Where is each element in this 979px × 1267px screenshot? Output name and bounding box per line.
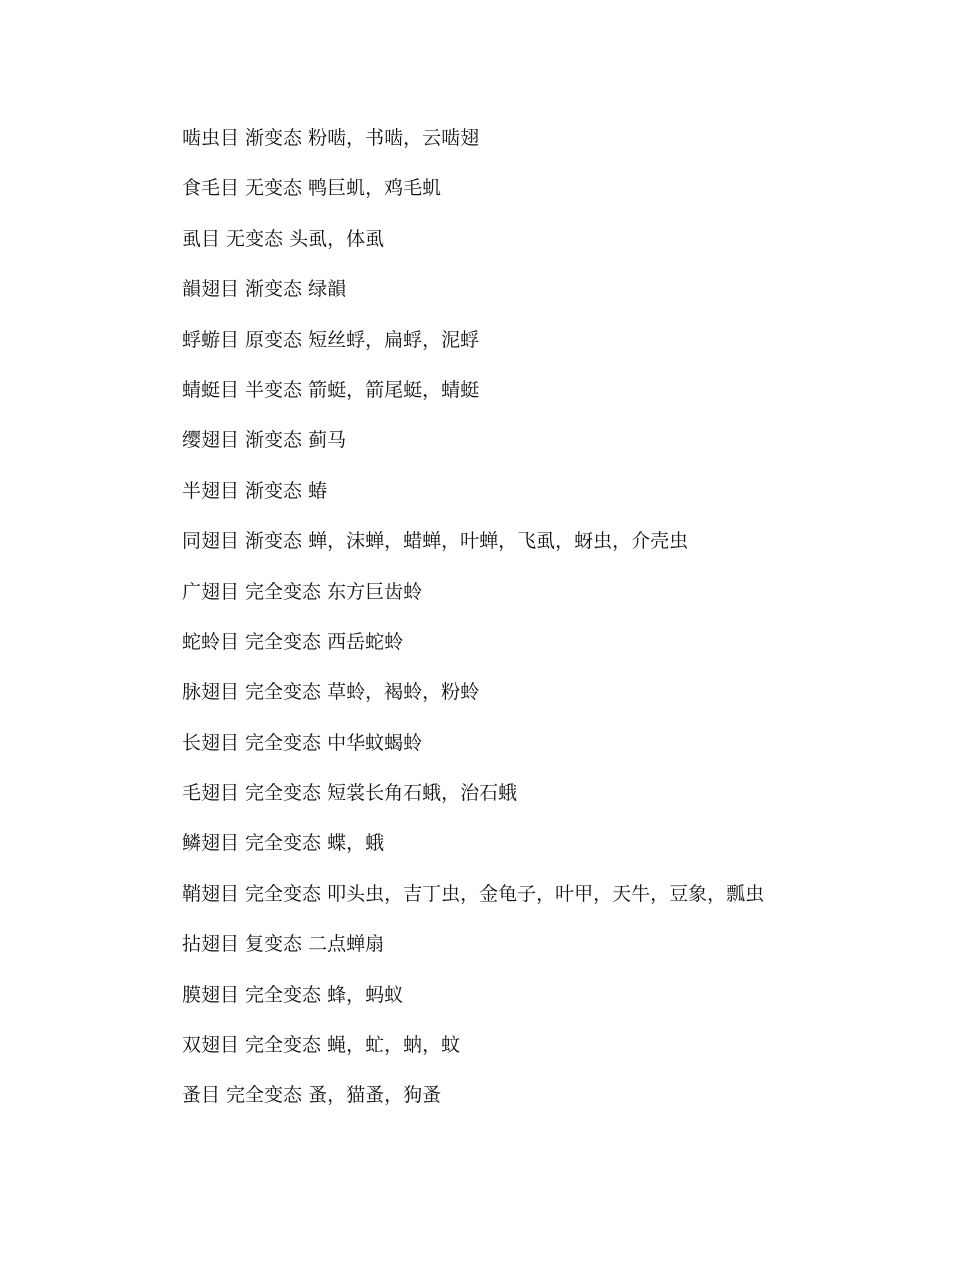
list-item: 蜻蜓目 半变态 箭蜓，箭尾蜓，蜻蜓 (182, 378, 480, 401)
list-item: 同翅目 渐变态 蝉，沫蝉，蜡蝉，叶蝉，飞虱，蚜虫，介壳虫 (182, 530, 689, 553)
list-item: 缨翅目 渐变态 蓟马 (182, 429, 347, 452)
list-item: 鞘翅目 完全变态 叩头虫，吉丁虫，金龟子，叶甲，天牛，豆象，瓢虫 (182, 882, 765, 905)
list-item: 半翅目 渐变态 蝽 (182, 479, 328, 502)
list-item: 拈翅目 复变态 二点蝉扇 (182, 933, 385, 956)
insect-order-list (182, 124, 942, 1132)
list-item: 双翅目 完全变态 蝇，虻，蚋，蚊 (182, 1034, 461, 1057)
list-item: 广翅目 完全变态 东方巨齿蛉 (182, 580, 423, 603)
list-item: 膜翅目 完全变态 蜂，蚂蚁 (182, 983, 404, 1006)
list-item: 蚤目 完全变态 蚤，猫蚤，狗蚤 (182, 1084, 442, 1107)
list-item: 食毛目 无变态 鸭巨虮，鸡毛虮 (182, 177, 442, 200)
list-item: 鳞翅目 完全变态 蝶，蛾 (182, 832, 385, 855)
list-item: 蛇蛉目 完全变态 西岳蛇蛉 (182, 630, 404, 653)
list-item: 长翅目 完全变态 中华蚊蝎蛉 (182, 731, 423, 754)
list-item: 虱目 无变态 头虱，体虱 (182, 227, 385, 250)
list-item: 蜉蝣目 原变态 短丝蜉，扁蜉，泥蜉 (182, 328, 480, 351)
list-item: 啮虫目 渐变态 粉啮，书啮，云啮翅 (182, 127, 480, 149)
list-item: 毛翅目 完全变态 短裳长角石蛾，治石蛾 (182, 782, 518, 805)
list-item: 脉翅目 完全变态 草蛉，褐蛉，粉蛉 (182, 681, 480, 704)
list-item: 韻翅目 渐变态 绿韻 (182, 278, 347, 301)
